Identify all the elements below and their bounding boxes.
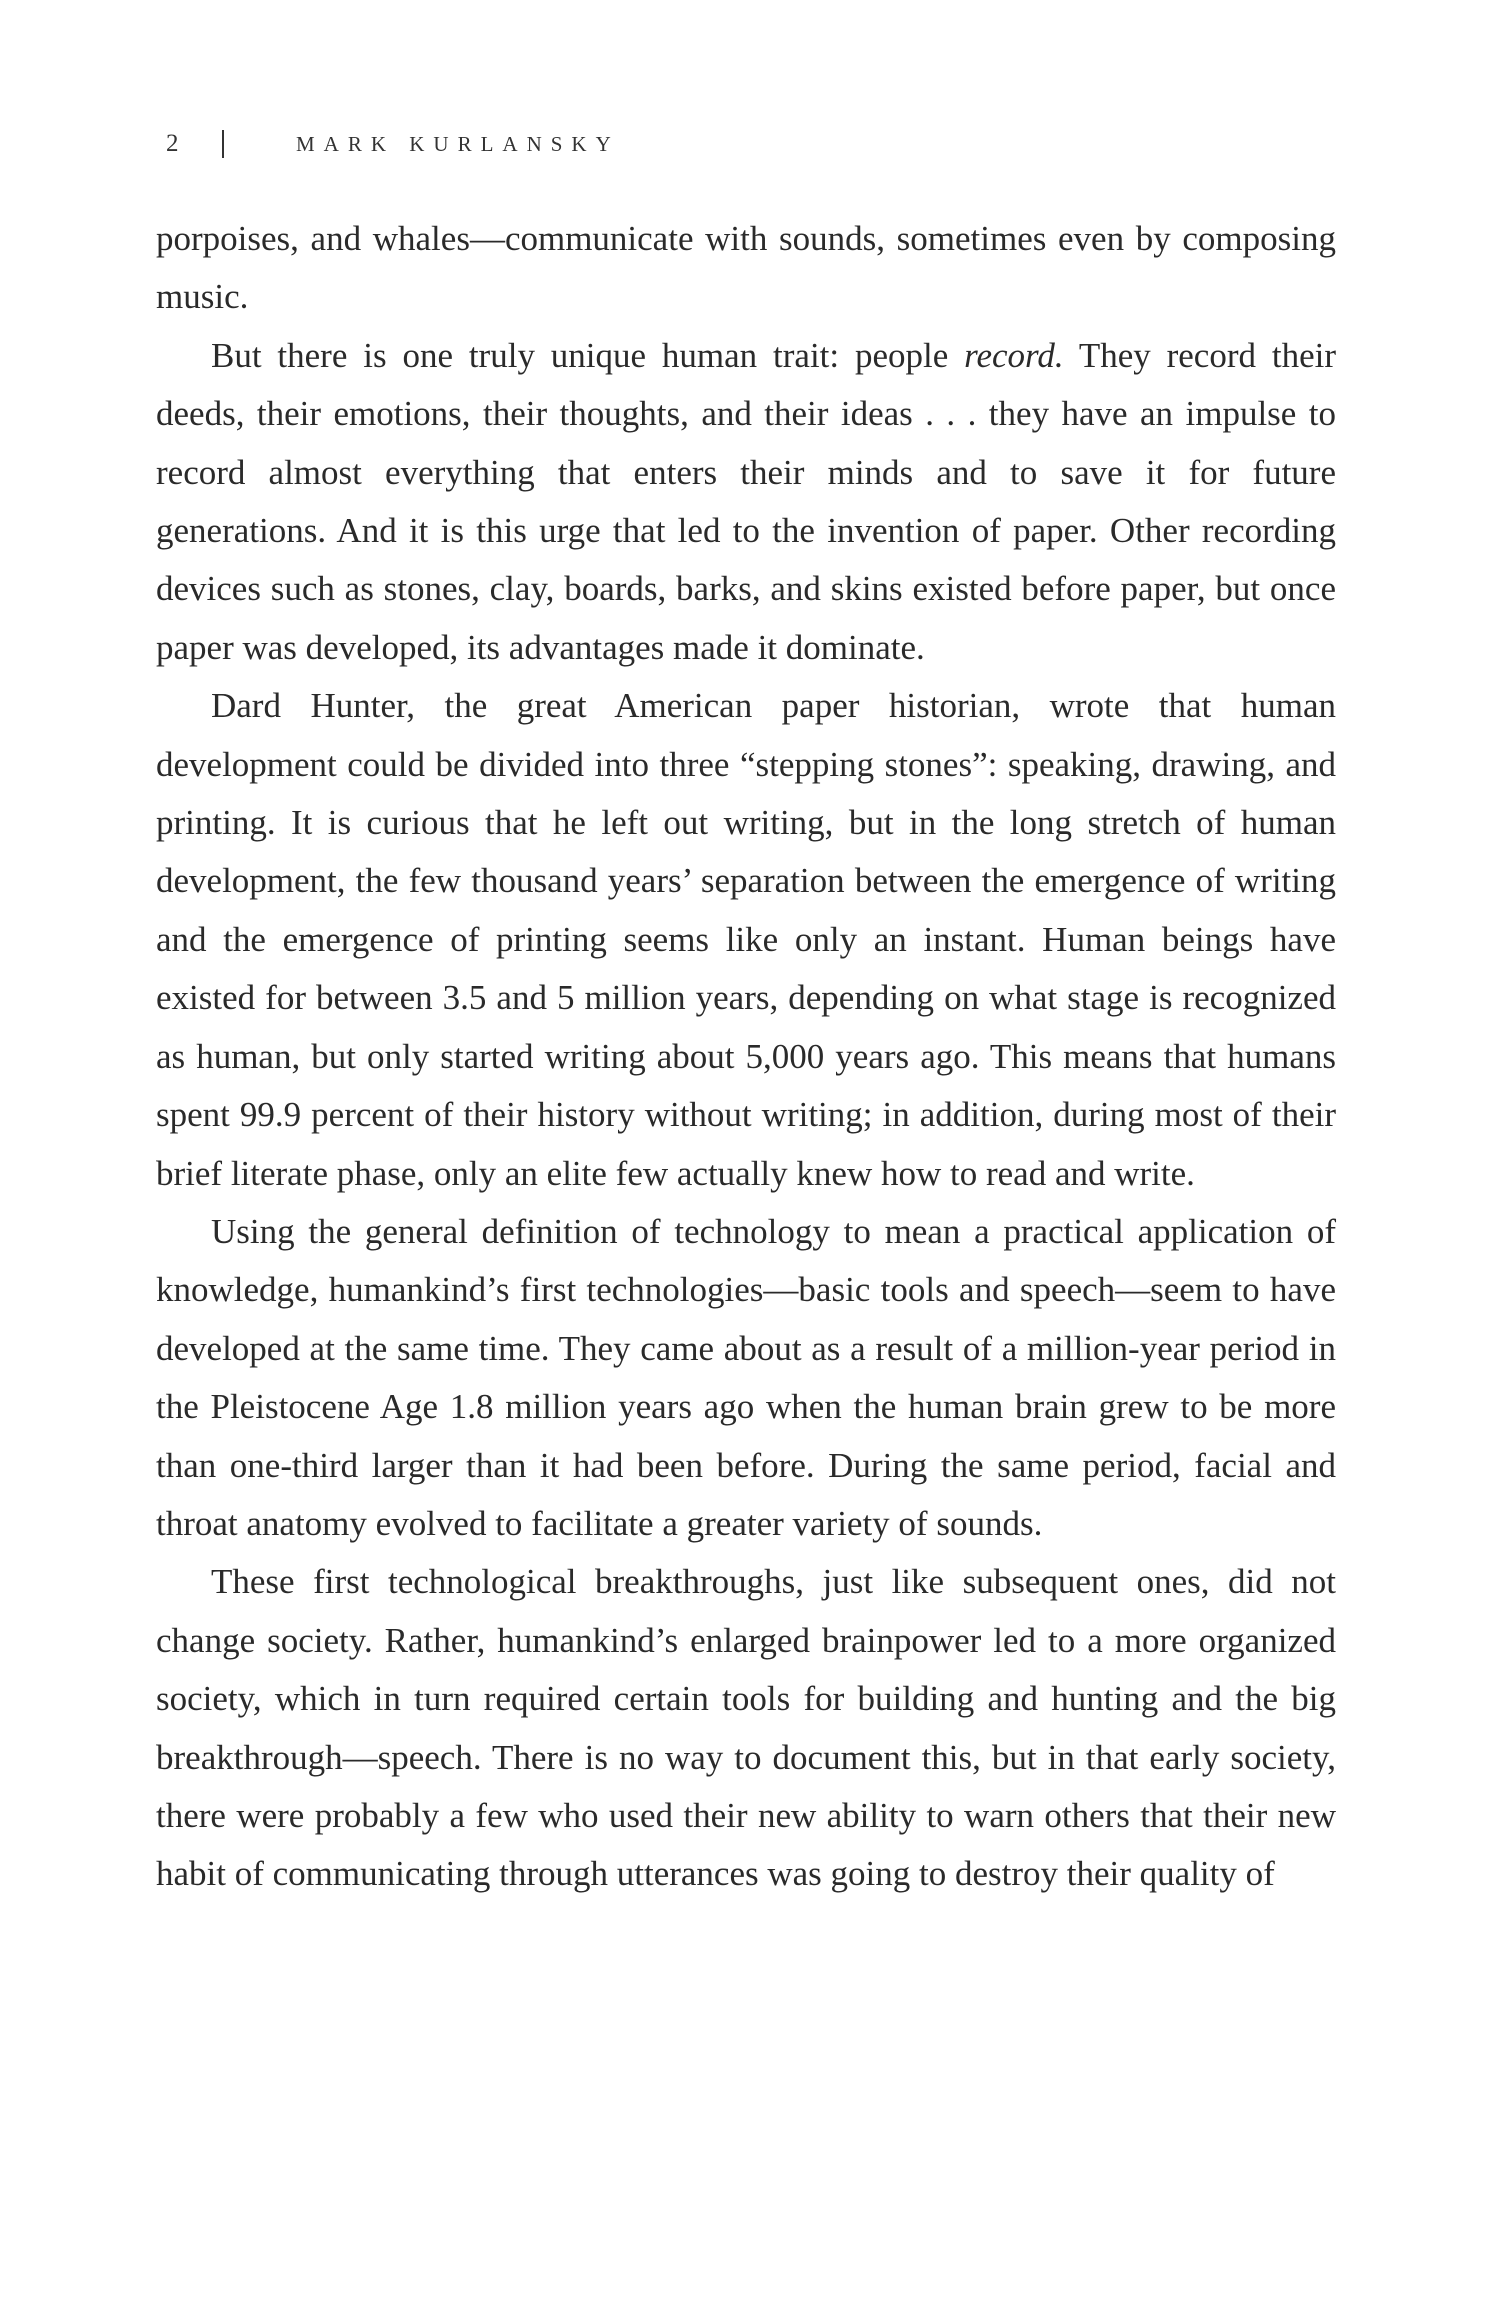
running-head [166,124,620,164]
paragraph-1: porpoises, and whales—communicate with sounds, sometimes even by composing music. [156,219,1336,317]
body-text [156,210,1336,1904]
page-number: 2 [166,130,179,157]
paragraph-2-text-a: But there is one truly unique human trait: people [211,335,965,375]
header-divider [222,130,224,158]
emphasis-record: record. [964,335,1064,375]
author-name: MARK KURLANSKY [296,131,620,156]
paragraph-2-text-b: They record their deeds, their emotions, their thoughts, and their ideas . . . they have an impulse to record almost everything that enters their minds and to save it for future generations. And it is this urge that led to the invention of paper. Other recording devices such as stones, clay, boards, barks, and skins existed before paper, but once paper was developed, its advantages made it dominate. [156,335,1336,667]
paragraph-4: Using the general definition of technology to mean a practical application of knowledge, humankind’s first technologies—basic tools and speech—seem to have developed at the same time. They came about as a result of a million-year period in the Pleistocene Age 1.8 million years ago when the human brain grew to be more than one-third larger than it had been before. During the same period, facial and throat anatomy evolved to facilitate a greater variety of sounds. [156,1211,1336,1543]
paragraph-5: These first technological breakthroughs, just like subsequent ones, did not change society. Rather, humankind’s enlarged brainpower led to a more organized society, which in turn required certain tools for building and hunting and the big breakthrough—speech. There is no way to document this, but in that early society, there were probably a few who used their new ability to warn others that their new habit of communicating through utterances was going to destroy their quality of [156,1562,1336,1894]
paragraph-2 [156,327,1336,677]
paragraph-3: Dard Hunter, the great American paper historian, wrote that human development could be divided into three “stepping stones”: speaking, drawing, and printing. It is curious that he left out writing, but in the long stretch of human development, the few thousand years’ separation between the emergence of writing and the emergence of printing seems like only an instant. Human beings have existed for between 3.5 and 5 million years, depending on what stage is recognized as human, but only started writing about 5,000 years ago. This means that humans spent 99.9 percent of their history without writing; in addition, during most of their brief literate phase, only an elite few actually knew how to read and write. [156,686,1336,1193]
